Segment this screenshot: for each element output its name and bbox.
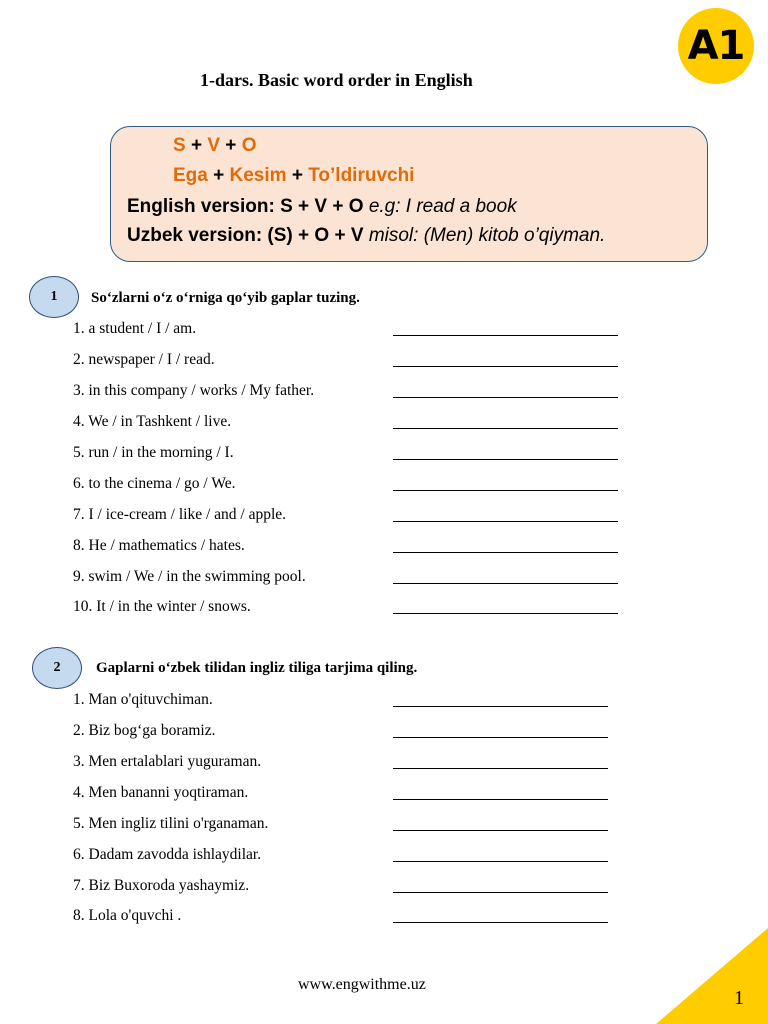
list-item: 4. We / in Tashkent / live. (73, 413, 232, 430)
list-item: 5. Men ingliz tilini o'rganaman. (73, 815, 269, 832)
list-item: 6. to the cinema / go / We. (73, 475, 236, 492)
formula-plus: + (220, 135, 242, 156)
answer-line[interactable] (393, 583, 618, 584)
section-1-instruction: So‘zlarni o‘z o‘rniga qo‘yib gaplar tuzing. (91, 290, 360, 306)
list-item: 9. swim / We / in the swimming pool. (73, 568, 306, 585)
formula-toldiruvchi: To’ldiruvchi (308, 165, 415, 186)
english-version-example: e.g: I read a book (368, 196, 517, 217)
answer-line[interactable] (393, 830, 608, 831)
list-item: 7. Biz Buxoroda yashaymiz. (73, 877, 250, 894)
formula-ega: Ega (173, 165, 208, 186)
answer-line[interactable] (393, 613, 618, 614)
formula-line-svo (173, 135, 256, 157)
list-item: 1. a student / I / am. (73, 320, 197, 337)
list-item: 8. He / mathematics / hates. (73, 537, 245, 554)
answer-line[interactable] (393, 428, 618, 429)
list-item: 7. I / ice-cream / like / and / apple. (73, 506, 287, 523)
website-footer: www.engwithme.uz (298, 976, 426, 993)
answer-line[interactable] (393, 552, 618, 553)
answer-line[interactable] (393, 861, 608, 862)
list-item: 4. Men bananni yoqtiraman. (73, 784, 249, 801)
section-2-number: 2 (32, 647, 82, 689)
list-item: 3. Men ertalablari yuguraman. (73, 753, 262, 770)
list-item: 10. It / in the winter / snows. (73, 598, 251, 615)
uzbek-version-line (127, 225, 605, 247)
answer-line[interactable] (393, 521, 618, 522)
answer-line[interactable] (393, 799, 608, 800)
answer-line[interactable] (393, 335, 618, 336)
list-item: 8. Lola o'quvchi . (73, 907, 182, 924)
formula-kesim: Kesim (229, 165, 287, 186)
formula-o: O (241, 135, 257, 156)
answer-line[interactable] (393, 892, 608, 893)
uzbek-version-formula: : (S) + O + V (255, 225, 369, 246)
uzbek-version-example: misol: (Men) kitob o’qiyman. (368, 225, 606, 246)
answer-line[interactable] (393, 397, 618, 398)
formula-plus: + (207, 165, 230, 186)
corner-triangle-decoration (656, 928, 768, 1024)
section-1-number: 1 (29, 276, 79, 318)
page-title: 1-dars. Basic word order in English (200, 70, 473, 90)
formula-v: V (207, 135, 221, 156)
english-version-line (127, 196, 517, 218)
answer-line[interactable] (393, 490, 618, 491)
answer-line[interactable] (393, 768, 608, 769)
answer-line[interactable] (393, 459, 618, 460)
answer-line[interactable] (393, 706, 608, 707)
formula-plus: + (286, 165, 309, 186)
answer-line[interactable] (393, 366, 618, 367)
list-item: 2. newspaper / I / read. (73, 351, 215, 368)
answer-line[interactable] (393, 922, 608, 923)
page-number: 1 (734, 987, 744, 1009)
english-version-label: English version (127, 196, 269, 217)
list-item: 3. in this company / works / My father. (73, 382, 315, 399)
formula-s: S (173, 135, 186, 156)
section-2-instruction: Gaplarni o‘zbek tilidan ingliz tiliga tarjima qiling. (96, 660, 418, 676)
formula-plus: + (185, 135, 208, 156)
uzbek-version-label: Uzbek version (127, 225, 256, 246)
list-item: 6. Dadam zavodda ishlaydilar. (73, 846, 262, 863)
list-item: 2. Biz bog‘ga boramiz. (73, 722, 216, 739)
answer-line[interactable] (393, 737, 608, 738)
list-item: 1. Man o'qituvchiman. (73, 691, 213, 708)
level-badge: A1 (678, 8, 754, 84)
list-item: 5. run / in the morning / I. (73, 444, 234, 461)
formula-box (110, 126, 708, 262)
english-version-formula: : S + V + O (268, 196, 369, 217)
formula-line-uzbek-terms (173, 165, 414, 187)
